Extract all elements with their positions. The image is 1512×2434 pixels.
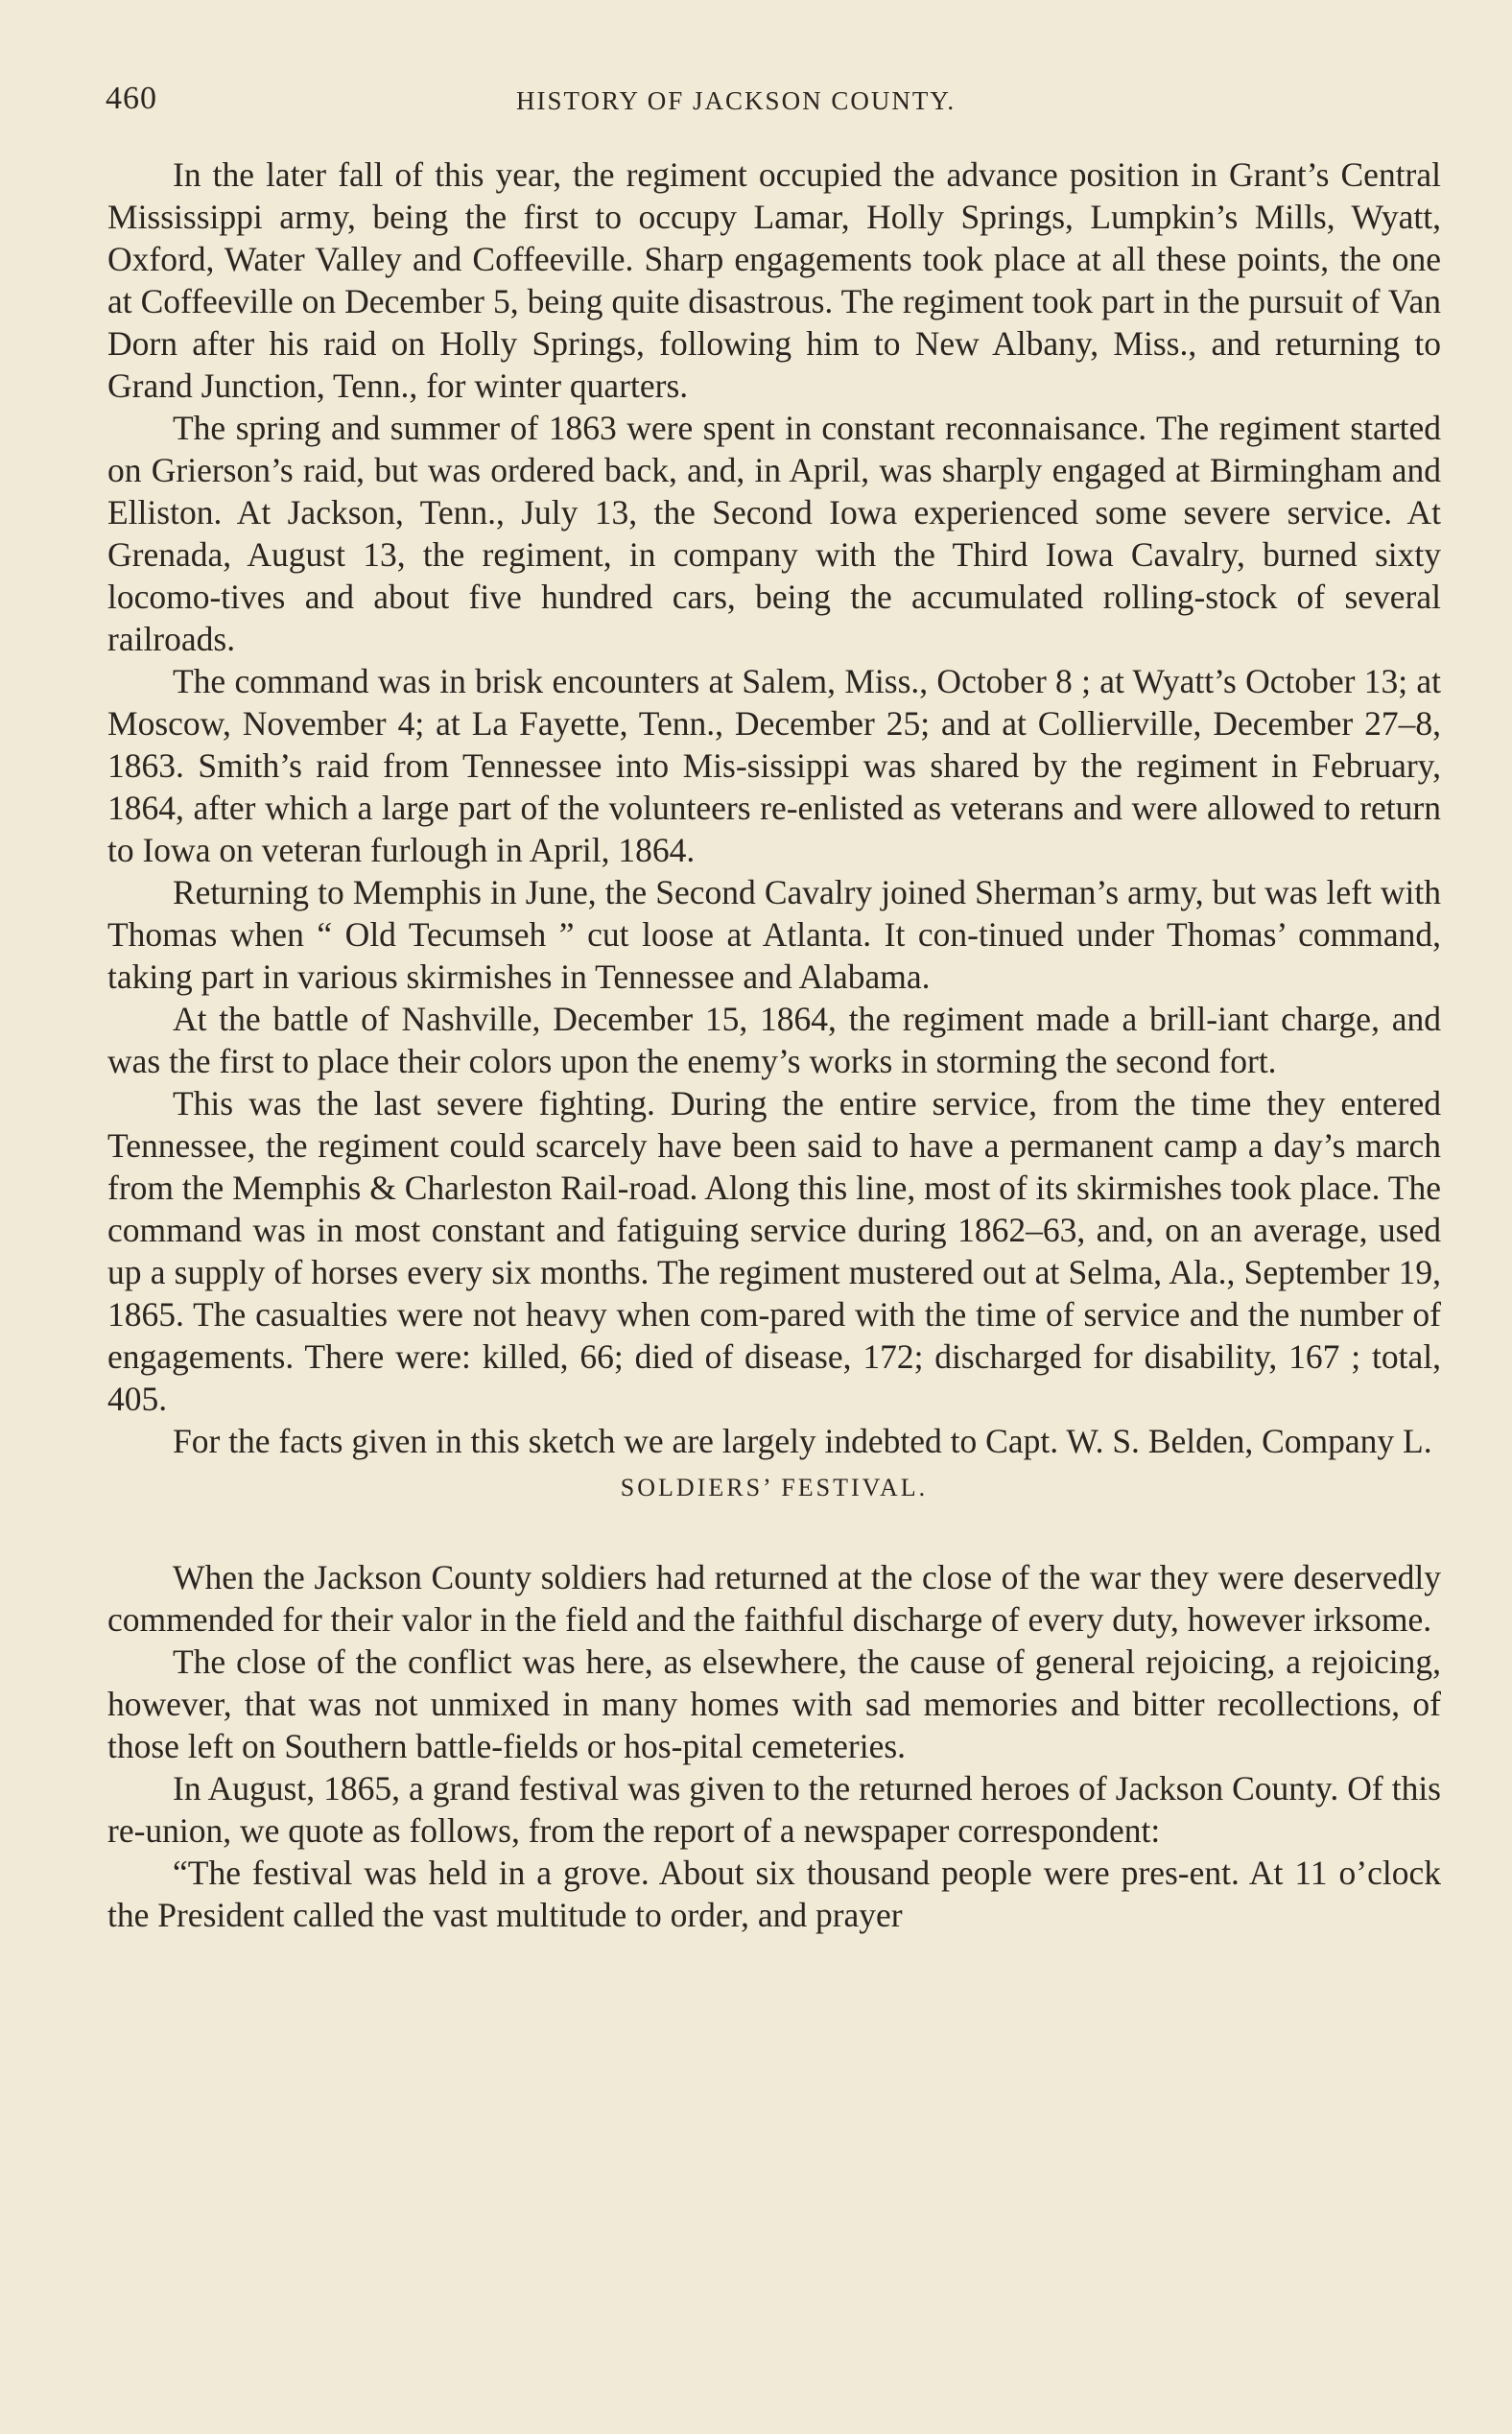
page-number: 460 (106, 81, 157, 116)
paragraph-last-fighting: This was the last severe fighting. During the entire service, from the time they entered Tennessee, the regiment could scarcely have been said to have a permanent camp a day’s march from the Memphis & Charleston Rail-road. Along this line, most of its skirmishes took place. The command was in most constant and fatiguing service during 1862–63, and, on an average, used up a supply of horses every six months. The regiment mustered out at Selma, Ala., September 19, 1865. The casualties were not heavy when com-pared with the time of service and the number of engagements. There were: killed, 66; died of disease, 172; discharged for disability, 167 ; total, 405. (107, 1084, 1441, 1418)
page-header (106, 81, 1441, 129)
section-heading: SOLDIERS’ FESTIVAL. (620, 1474, 929, 1501)
paragraph-encounters: The command was in brisk encounters at Salem, Miss., October 8 ; at Wyatt’s October 13; at Moscow, November 4; at La Fayette, Tenn., December 25; and at Collierville, December 27–8, 1863. Smith’s raid from Tennessee into Mis-sissippi was shared by the regiment in February, 1864, after which a large part of the volunteers re-enlisted as veterans and were allowed to return to Iowa on veteran furlough in April, 1864. (107, 662, 1441, 869)
paragraph-quote-start: “The festival was held in a grove. About six thousand people were pres-ent. At 11 o’clock the President called the vast multitude to order, and prayer (107, 1854, 1441, 1934)
paragraph-fall-campaign: In the later fall of this year, the regiment occupied the advance position in Grant’s Central Mississippi army, being the first to occupy Lamar, Holly Springs, Lumpkin’s Mills, Wyatt, Oxford, Water Valley and Coffeeville. Sharp engagements took place at all these points, the one at Coffeeville on December 5, being quite disastrous. The regiment took part in the pursuit of Van Dorn after his raid on Holly Springs, following him to New Albany, Miss., and returning to Grand Junction, Tenn., for winter quarters. (107, 155, 1441, 405)
body-text (107, 154, 1441, 1936)
paragraph-nashville: At the battle of Nashville, December 15, 1864, the regiment made a brill-iant charge, and was the first to place their colors upon the enemy’s works in storming the second fort. (107, 1000, 1441, 1080)
paragraph-return-memphis: Returning to Memphis in June, the Second Cavalry joined Sherman’s army, but was left with Thomas when “ Old Tecumseh ” cut loose at Atlanta. It con-tinued under Thomas’ command, taking part in various skirmishes in Tennessee and Alabama. (107, 873, 1441, 996)
paragraph-grand-festival: In August, 1865, a grand festival was given to the returned heroes of Jackson County. Of this re-union, we quote as follows, from the report of a newspaper correspondent: (107, 1769, 1441, 1850)
paragraph-soldiers-returned: When the Jackson County soldiers had returned at the close of the war they were deservedly commended for their valor in the field and the faithful discharge of every duty, however irksome. (107, 1558, 1441, 1639)
paragraph-acknowledgement: For the facts given in this sketch we are largely indebted to Capt. W. S. Belden, Company L. (173, 1422, 1432, 1460)
running-head: HISTORY OF JACKSON COUNTY. (516, 86, 957, 115)
paragraph-rejoicing: The close of the conflict was here, as elsewhere, the cause of general rejoicing, a rejoicing, however, that was not unmixed in many homes with sad memories and bitter recollections, of those left on Southern battle-fields or hos-pital cemeteries. (107, 1642, 1441, 1765)
paragraph-spring-1863: The spring and summer of 1863 were spent in constant reconnaisance. The regiment started on Grierson’s raid, but was ordered back, and, in April, was sharply engaged at Birmingham and Elliston. At Jackson, Tenn., July 13, the Second Iowa experienced some severe service. At Grenada, August 13, the regiment, in company with the Third Iowa Cavalry, burned sixty locomo-tives and about five hundred cars, being the accumulated rolling-stock of several railroads. (107, 409, 1441, 658)
